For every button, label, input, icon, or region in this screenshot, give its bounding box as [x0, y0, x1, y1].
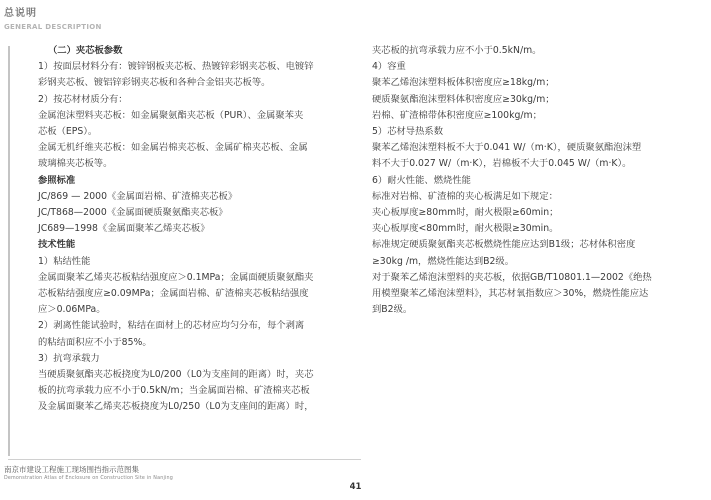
text-line: 2）剥离性能试验时，粘结在面材上的芯材应均匀分布，每个剥离: [38, 320, 305, 332]
text-line: 及金属面聚苯乙烯夹芯板挠度为L0/250（L0为支座间的距离）时，: [38, 401, 314, 413]
text-line: JC/869 — 2000《金属面岩棉、矿渣棉夹芯板》: [38, 190, 238, 202]
footer-title-zh: 南京市建设工程施工现场围挡指示范图集: [4, 465, 139, 474]
header-title-zh: 总说明: [4, 8, 37, 19]
page-header: [4, 8, 102, 32]
text-line: 聚苯乙烯泡沫塑料板不大于0.041 W/（m·K），硬质聚氨酯泡沫塑: [372, 142, 642, 154]
text-line: 料不大于0.027 W/（m·K），岩棉板不大于0.045 W/（m·K）。: [372, 158, 632, 170]
text-line: 标准规定硬质聚氨酯夹芯板燃烧性能应达到B1级；芯材体积密度: [372, 239, 636, 251]
text-line: 2）按芯材材质分有：: [38, 93, 128, 105]
section-heading: 参照标准: [38, 174, 76, 186]
text-line: 到B2级。: [372, 304, 413, 316]
page-number: 41: [349, 482, 362, 492]
text-line: 彩钢夹芯板、镀铝锌彩钢夹芯板和各种合金铝夹芯板等。: [38, 77, 271, 89]
text-line: 金属无机纤维夹芯板：如金属岩棉夹芯板、金属矿棉夹芯板、金属: [38, 142, 308, 154]
header-title-en: GENERAL DESCRIPTION: [4, 23, 102, 31]
text-line: 芯板粘结强度应≥0.09MPa；金属面岩棉、矿渣棉夹芯板粘结强度: [38, 288, 309, 300]
text-line: 1）粘结性能: [38, 255, 91, 267]
text-line: 当硬质聚氨酯夹芯板挠度为L0/200（L0为支座间的距离）时，夹芯: [38, 369, 314, 381]
text-line: 岩棉、矿渣棉带体积密度应≥100kg/m；: [372, 109, 542, 121]
text-line: 6）耐火性能、燃烧性能: [372, 174, 471, 186]
text-line: 1）按面层材料分有：镀锌钢板夹芯板、热镀锌彩钢夹芯板、电镀锌: [38, 61, 314, 73]
text-line: 板的抗弯承载力应不小于0.5kN/m；当金属面岩棉、矿渣棉夹芯板: [38, 385, 310, 397]
text-line: 对于聚苯乙烯泡沫塑料的夹芯板，依据GB/T10801.1—2002《绝热: [372, 271, 652, 283]
left-margin-rule: [8, 46, 10, 456]
text-line: JC/T868—2000《金属面硬质聚氨酯夹芯板》: [38, 207, 228, 219]
footer-divider: [8, 459, 361, 460]
text-line: 5）芯材导热系数: [372, 126, 443, 138]
text-line: 硬质聚氨酯泡沫塑料体积密度应≥30kg/m；: [372, 93, 555, 105]
footer-title-en: Demonstration Atlas of Enclosure on Construction Site in Nanjing: [4, 476, 173, 481]
text-line: 聚苯乙烯泡沫塑料板体积密度应≥18kg/m；: [372, 77, 555, 89]
page-footer: [4, 465, 173, 482]
text-line: 3）抗弯承载力: [38, 352, 100, 364]
text-line: 夹心板厚度≥80mm时，耐火极限≥60min；: [372, 207, 559, 219]
section-heading: 技术性能: [38, 239, 76, 251]
text-line: 的粘结面积应不小于85%。: [38, 336, 152, 348]
text-line: 标准对岩棉、矿渣棉的夹心板满足如下规定：: [372, 190, 558, 202]
text-line: 用模塑聚苯乙烯泡沫塑料》，其芯材氧指数应＞30%，燃烧性能应达: [372, 288, 649, 300]
left-text-column: [38, 43, 360, 416]
text-line: JC689—1998《金属面聚苯乙烯夹芯板》: [38, 223, 210, 235]
text-line: 夹心板厚度<80mm时，耐火极限≥30min。: [372, 223, 559, 235]
text-line: 玻璃棉夹芯板等。: [38, 158, 113, 170]
text-line: 金属泡沫塑料夹芯板：如金属聚氨酯夹芯板（PUR）、金属聚苯夹: [38, 109, 304, 121]
text-line: 夹芯板的抗弯承载力应不小于0.5kN/m。: [372, 45, 542, 56]
section-heading: （二）夹芯板参数: [48, 45, 123, 56]
text-line: 4）容重: [372, 61, 406, 73]
text-line: ≥30kg /m，燃烧性能达到B2级。: [372, 255, 515, 267]
text-line: 金属面聚苯乙烯夹芯板粘结强度应＞0.1MPa；金属面硬质聚氨酯夹: [38, 271, 314, 283]
right-text-column: [372, 43, 702, 318]
text-line: 芯板（EPS）。: [38, 126, 98, 138]
text-line: 应＞0.06MPa。: [38, 304, 106, 316]
